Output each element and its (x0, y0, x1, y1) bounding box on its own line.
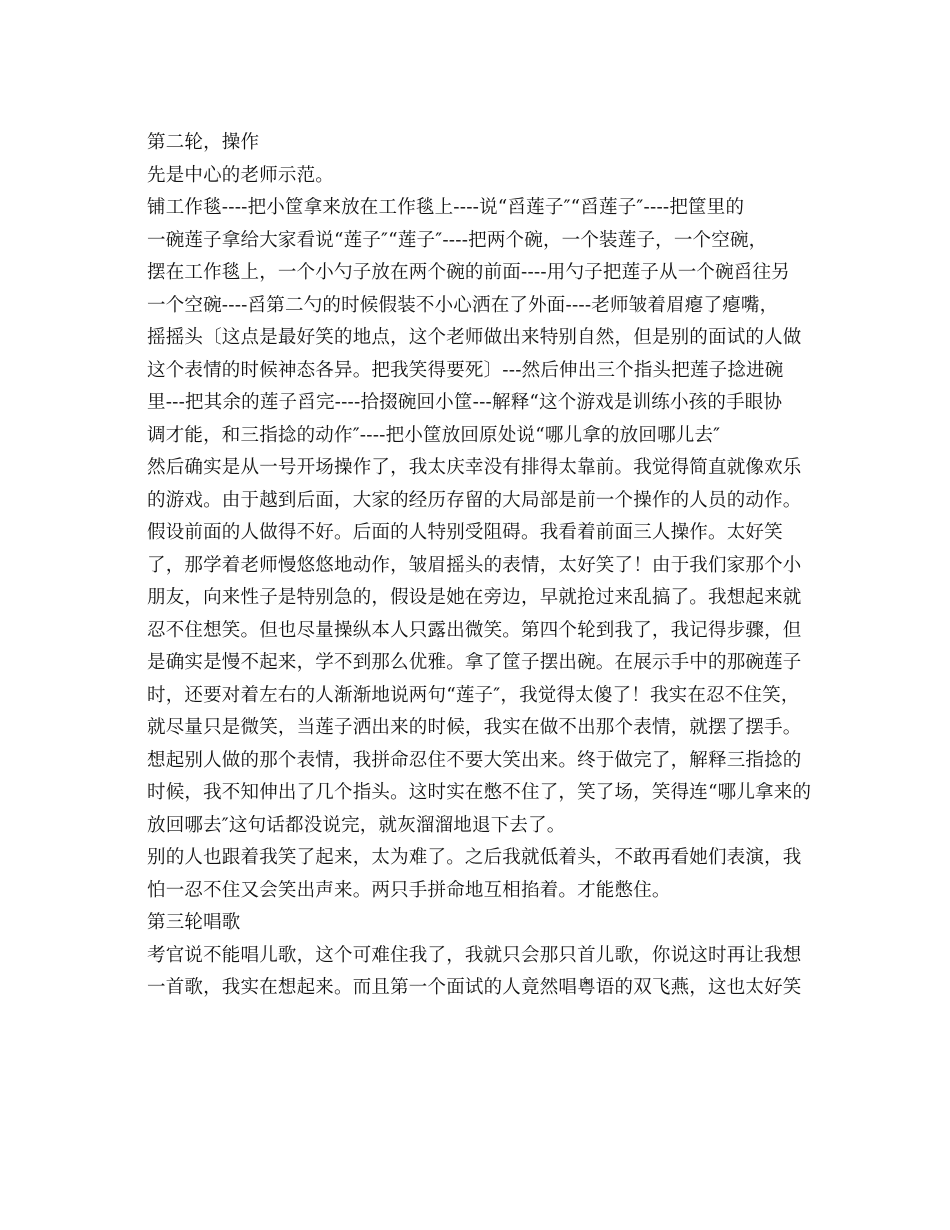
text-line: 时，还要对着左右的人渐渐地说两句“莲子″，我觉得太傻了！我实在忍不住笑， (147, 684, 800, 706)
text-line: 的游戏。由于越到后面，大家的经历存留的大局部是前一个操作的人员的动作。 (147, 489, 802, 511)
text-line: 先是中心的老师示范。 (147, 164, 335, 186)
text-line: 时候，我不知伸出了几个指头。这时实在憋不住了，笑了场，笑得连“哪儿拿来的 (147, 782, 812, 803)
text-line: 放回哪去″这句话都没说完，就灰溜溜地退下去了。 (147, 814, 566, 836)
text-line: 摇摇头〔这点是最好笑的地点，这个老师做出来特别自然，但是别的面试的人做 (147, 327, 802, 348)
text-line: 铺工作毯----把小筐拿来放在工作毯上----说“舀莲子″“舀莲子″----把筐里的 (147, 197, 745, 218)
text-line: 里---把其余的莲子舀完----拾掇碗回小筐---解释“这个游戏是训练小孩的手眼协 (147, 392, 783, 413)
text-line: 忍不住想笑。但也尽量操纵本人只露出微笑。第四个轮到我了，我记得步骤，但 (147, 619, 802, 641)
document-body (147, 127, 812, 1005)
section-heading: 第三轮唱歌 (147, 912, 241, 933)
text-line: 就尽量只是微笑，当莲子洒出来的时候，我实在做不出那个表情，就摆了摆手。 (147, 717, 802, 738)
text-line: 了，那学着老师慢悠悠地动作，皱眉摇头的表情，太好笑了！由于我们家那个小 (147, 554, 802, 576)
text-line: 朋友，向来性子是特别急的，假设是她在旁边，早就抢过来乱搞了。我想起来就 (147, 587, 802, 608)
text-line: 别的人也跟着我笑了起来，太为难了。之后我就低着头，不敢再看她们表演，我 (147, 847, 802, 868)
text-line: 一首歌，我实在想起来。而且第一个面试的人竟然唱粤语的双飞燕，这也太好笑 (147, 977, 802, 998)
text-line: 一个空碗----舀第二勺的时候假装不小心洒在了外面----老师皱着眉瘪了瘪嘴， (147, 294, 779, 316)
text-line: 然后确实是从一号开场操作了，我太庆幸没有排得太靠前。我觉得简直就像欢乐 (147, 457, 802, 478)
text-line: 一碗莲子拿给大家看说“莲子″“莲子″----把两个碗，一个装莲子，一个空碗， (147, 229, 768, 251)
text-line: 考官说不能唱儿歌，这个可难住我了，我就只会那只首儿歌，你说这时再让我想 (147, 944, 802, 966)
section-heading: 第二轮，操作 (147, 132, 260, 153)
text-line: 调才能，和三指捻的动作″----把小筐放回原处说“哪儿拿的放回哪儿去″ (147, 424, 721, 446)
text-line: 想起别人做的那个表情，我拼命忍住不要大笑出来。终于做完了，解释三指捻的 (147, 749, 802, 771)
text-line: 假设前面的人做得不好。后面的人特别受阻碍。我看着前面三人操作。太好笑 (147, 522, 783, 543)
text-line: 摆在工作毯上，一个小勺子放在两个碗的前面----用勺子把莲子从一个碗舀往另 (147, 262, 790, 283)
text-line: 这个表情的时候神态各异。把我笑得要死〕---然后伸出三个指头把莲子捻进碗 (147, 359, 784, 381)
text-line: 是确实是慢不起来，学不到那么优雅。拿了筐子摆出碗。在展示手中的那碗莲子 (147, 652, 802, 673)
text-line: 怕一忍不住又会笑出声来。两只手拼命地互相掐着。才能憋住。 (147, 879, 671, 901)
